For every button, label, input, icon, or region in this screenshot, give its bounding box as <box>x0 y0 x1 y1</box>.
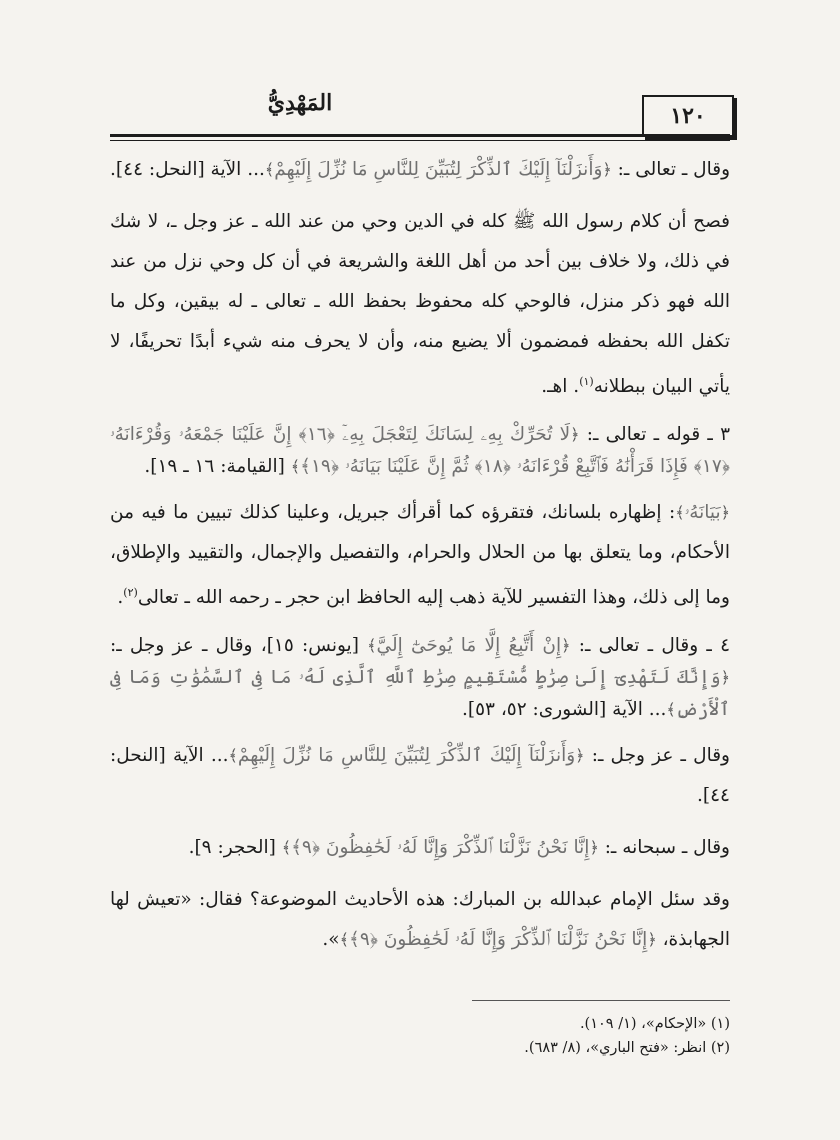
paragraph-end: . <box>117 587 124 609</box>
footnote-divider <box>472 1000 730 1001</box>
ornate-bracket-close: ﴾ <box>290 457 301 477</box>
ornate-bracket-open: ﴿ <box>561 636 571 656</box>
paragraph-text: فصح أن كلام رسول الله ﷺ كله في الدين وحي من عند الله ـ عز وجل ـ، لا شك في ذلك، ولا خلاف بين أحد من أهل اللغة والشريعة في أن كل وحي نزل من عند الله فهو ذكر منزل، فالوحي كله محفوظ بحفظ الله ـ تعالى ـ له بيقين، وكل ما تكفل الله بحفظه فمضمون ألا يضيع منه، وأن لا يحرف منه شيء أبدًا تحريفًا، لا يأتي البيان ببطلانه <box>110 211 730 398</box>
paragraph-7 <box>110 828 730 868</box>
ornate-bracket-close: ﴾ <box>675 503 685 523</box>
paragraph-lead: وقال ـ سبحانه ـ: <box>598 837 730 859</box>
page-number: ١٢٠ <box>642 95 734 137</box>
footnotes <box>110 1012 730 1060</box>
footnote-2: (٢) انظر: «فتح الباري»، (٨/ ٦٨٣). <box>524 1040 730 1056</box>
ornate-bracket-open: ﴿ <box>720 503 730 523</box>
quran-verse: إِنَّا نَحْنُ نَزَّلْنَا ٱلذِّكْرَ وَإِنَّا لَهُۥ لَحَٰفِظُونَ ﴿٩﴾ <box>291 837 590 859</box>
paragraph-2 <box>110 202 730 407</box>
ornate-bracket-open: ﴿ <box>720 668 730 688</box>
paragraph-tail: ... الآية [النحل: ٤٤]. <box>110 745 730 807</box>
footnote-ref: (٢) <box>123 586 138 600</box>
paragraph-lead: وقد سئل الإمام عبدالله بن المبارك: هذه الأحاديث الموضوعة؟ فقال: «تعيش لها الجهابذة، <box>110 889 730 951</box>
paragraph-lead: وقال ـ عز وجل ـ: <box>584 745 730 767</box>
main-text <box>110 150 730 972</box>
quran-verse: إِنْ أَتَّبِعُ إِلَّا مَا يُوحَىٰٓ إِلَيَّ <box>376 635 562 657</box>
paragraph-6 <box>110 736 730 816</box>
ornate-bracket-open: ﴿ <box>575 746 585 766</box>
paragraph-1 <box>110 150 730 190</box>
ornate-bracket-open: ﴿ <box>570 425 580 445</box>
paragraph-tail: ». <box>322 929 340 951</box>
paragraph-3 <box>110 419 730 483</box>
ornate-bracket-close: ﴾ <box>264 160 275 179</box>
footnote-1: (١) «الإحكام»، (١/ ١٠٩). <box>579 1016 730 1032</box>
ornate-bracket-open: ﴿ <box>647 930 657 950</box>
quran-verse: إِنَّا نَحْنُ نَزَّلْنَا ٱلذِّكْرَ وَإِنَّا لَهُۥ لَحَٰفِظُونَ ﴿٩﴾ <box>348 929 648 951</box>
ornate-bracket-close: ﴾ <box>281 838 292 858</box>
paragraph-lead: وقال ـ تعالى ـ: <box>611 159 730 180</box>
paragraph-4 <box>110 493 730 618</box>
quran-verse: وَأَنزَلْنَآ إِلَيْكَ ٱلذِّكْرَ لِتُبَيِّنَ لِلنَّاسِ مَا نُزِّلَ إِلَيْهِمْ <box>237 745 576 767</box>
header-rule-thin <box>110 140 730 141</box>
ornate-bracket-close: ﴾ <box>228 746 238 766</box>
header-rule-thick <box>110 134 730 137</box>
paragraph-lead: ٣ ـ قوله ـ تعالى ـ: <box>579 424 731 446</box>
ornate-bracket-close: ﴾ <box>666 700 676 720</box>
running-title: المَهْدِيُّ <box>267 90 333 116</box>
ornate-bracket-open: ﴿ <box>602 160 612 179</box>
paragraph-tail: ... الآية [الشورى: ٥٢، ٥٣]. <box>461 699 667 721</box>
quran-verse: وَإِنَّكَ لَتَهْدِىٓ إِلَىٰ صِرَٰطٍ مُّسْتَقِيمٍ صِرَٰطِ ٱللَّهِ ٱلَّذِى لَهُۥ مَا فِى ٱلسَّمَٰوَٰتِ وَمَا فِى ٱلْأَرْضِ <box>110 667 730 721</box>
paragraph-5 <box>110 630 730 726</box>
paragraph-lead: ٤ ـ وقال ـ تعالى ـ: <box>570 635 731 657</box>
paragraph-tail: [الحجر: ٩]. <box>188 837 282 859</box>
paragraph-8 <box>110 880 730 960</box>
ornate-bracket-open: ﴿ <box>589 838 599 858</box>
paragraph-tail: [القيامة: ١٦ ـ ١٩]. <box>144 456 291 478</box>
paragraph-tail: : إظهاره بلسانك، فتقرؤه كما أقرأك جبريل، وعلينا كذلك تبيين ما فيه من الأحكام، وما يتعلق بها من الحلال والحرام، والتفصيل والإجمال، والتقييد والإطلاق، وما إلى ذلك، وهذا التفسير للآية ذهب إليه الحافظ ابن حجر ـ رحمه الله ـ تعالى <box>110 502 730 609</box>
quran-word: بَيَانَهُۥ <box>684 502 721 524</box>
paragraph-mid: [يونس: ١٥]، وقال ـ عز وجل ـ: <box>110 635 368 657</box>
ornate-bracket-close: ﴾ <box>367 636 377 656</box>
quran-verse: لَا تُحَرِّكْ بِهِۦ لِسَانَكَ لِتَعْجَلَ بِهِۦٓ ﴿١٦﴾ إِنَّ عَلَيْنَا جَمْعَهُۥ وَقُرْءَانَهُۥ ﴿١٧﴾ فَإِذَا قَرَأْنَٰهُ فَٱتَّبِعْ قُرْءَانَهُۥ ﴿١٨﴾ ثُمَّ إِنَّ عَلَيْنَا بَيَانَهُۥ ﴿١٩﴾ <box>110 424 730 478</box>
quran-verse: وَأَنزَلْنَآ إِلَيْكَ ٱلذِّكْرَ لِتُبَيِّنَ لِلنَّاسِ مَا نُزِّلَ إِلَيْهِمْ <box>274 159 603 180</box>
ornate-bracket-close: ﴾ <box>339 930 349 950</box>
paragraph-tail: ... الآية [النحل: ٤٤]. <box>110 159 265 180</box>
footnote-ref: (١) <box>579 375 594 388</box>
paragraph-tail: . اهـ. <box>541 376 580 398</box>
